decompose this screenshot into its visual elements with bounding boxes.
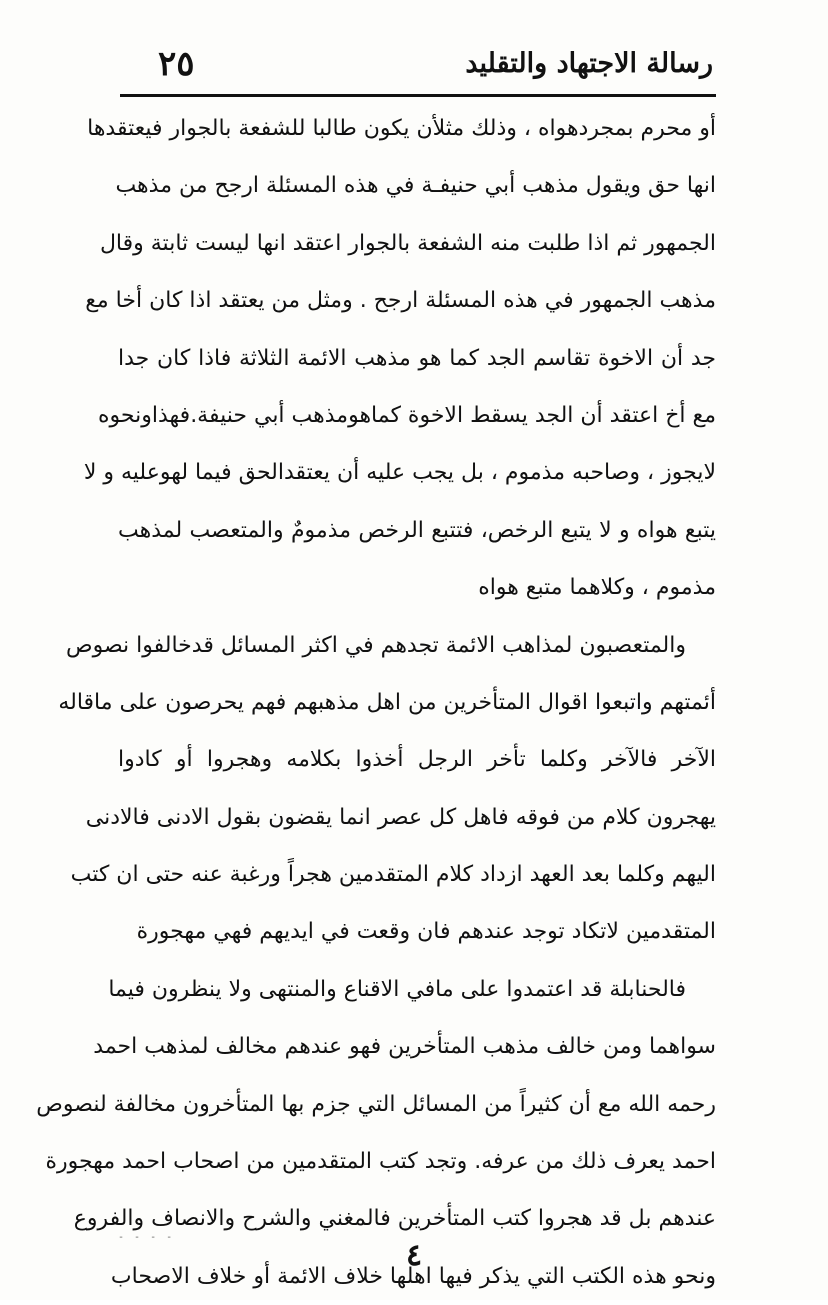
text-line: يتبع هواه و لا يتبع الرخص، فتتبع الرخص مذمومٌ والمتعصب لمذهب [118,517,716,543]
text-line: سواهما ومن خالف مذهب المتأخرين فهو عندهم مخالف لمذهب احمد [93,1034,716,1060]
body-text [36,100,716,1305]
text-line: جد أن الاخوة تقاسم الجد كما هو مذهب الائمة الثلاثة فاذا كان جدا [118,345,716,371]
text-line: احمد يعرف ذلك من عرفه. وتجد كتب المتقدمين من اصحاب احمد مهجورة [45,1149,716,1175]
text-line: الآخر فالآخر وكلما تأخر الرجل أخذوا بكلامه وهجروا أو كادوا [118,747,716,773]
text-line: مع أخ اعتقد أن الجد يسقط الاخوة كماهومذهب أبي حنيفة.فهذاونحوه [98,402,716,428]
text-line: الجمهور ثم اذا طلبت منه الشفعة بالجوار اعتقد انها ليست ثابتة وقال [99,230,716,256]
text-line: لايجوز ، وصاحبه مذموم ، بل يجب عليه أن يعتقدالحق فيما لهوعليه و لا [83,460,716,486]
running-title: رسالة الاجتهاد والتقليد [465,48,713,79]
text-line: يهجرون كلام من فوقه فاهل كل عصر انما يقضون بقول الادنى فالادنى [85,804,716,830]
text-line: مذهب الجمهور في هذه المسئلة ارجح . ومثل من يعتقد اذا كان أخا مع [85,288,716,314]
paragraph-start-line: فالحنابلة قد اعتمدوا على مافي الاقناع والمنتهى ولا ينظرون فيما [108,976,686,1002]
paragraph-end-line: مذموم ، وكلاهما متبع هواه [478,575,716,601]
text-line: انها حق ويقول مذهب أبي حنيفـة في هذه المسئلة ارجح من مذهب [115,173,716,199]
text-line: ونحو هذه الكتب التي يذكر فيها اهلها خلاف الائمة أو خلاف الاصحاب [110,1263,716,1289]
text-line: أئمتهم واتبعوا اقوال المتأخرين من اهل مذهبهم فهم يحرصون على ماقاله [58,689,716,715]
header-rule [120,94,716,97]
text-line: اليهم وكلما بعد العهد ازداد كلام المتقدمين هجراً ورغبة عنه حتى ان كتب [70,862,716,888]
printer-marks: - - - - [118,1232,175,1243]
page-number: ٢٥ [158,44,195,84]
paragraph-start-line: والمتعصبون لمذاهب الائمة تجدهم في اكثر المسائل قدخالفوا نصوص [66,632,686,658]
paragraph-end-line: المتقدمين لاتكاد توجد عندهم فان وقعت في ايديهم فهي مهجورة [136,919,716,945]
page-header [120,44,713,94]
text-line: عندهم بل قد هجروا كتب المتأخرين فالمغني والشرح والانصاف والفروع [73,1206,716,1232]
text-line: أو محرم بمجردهواه ، وذلك مثلأن يكون طالبا للشفعة بالجوار فيعتقدها [87,116,716,141]
signature-mark: ٤ [405,1238,423,1273]
text-line: رحمه الله مع أن كثيراً من المسائل التي جزم بها المتأخرون مخالفة لنصوص [36,1091,716,1117]
